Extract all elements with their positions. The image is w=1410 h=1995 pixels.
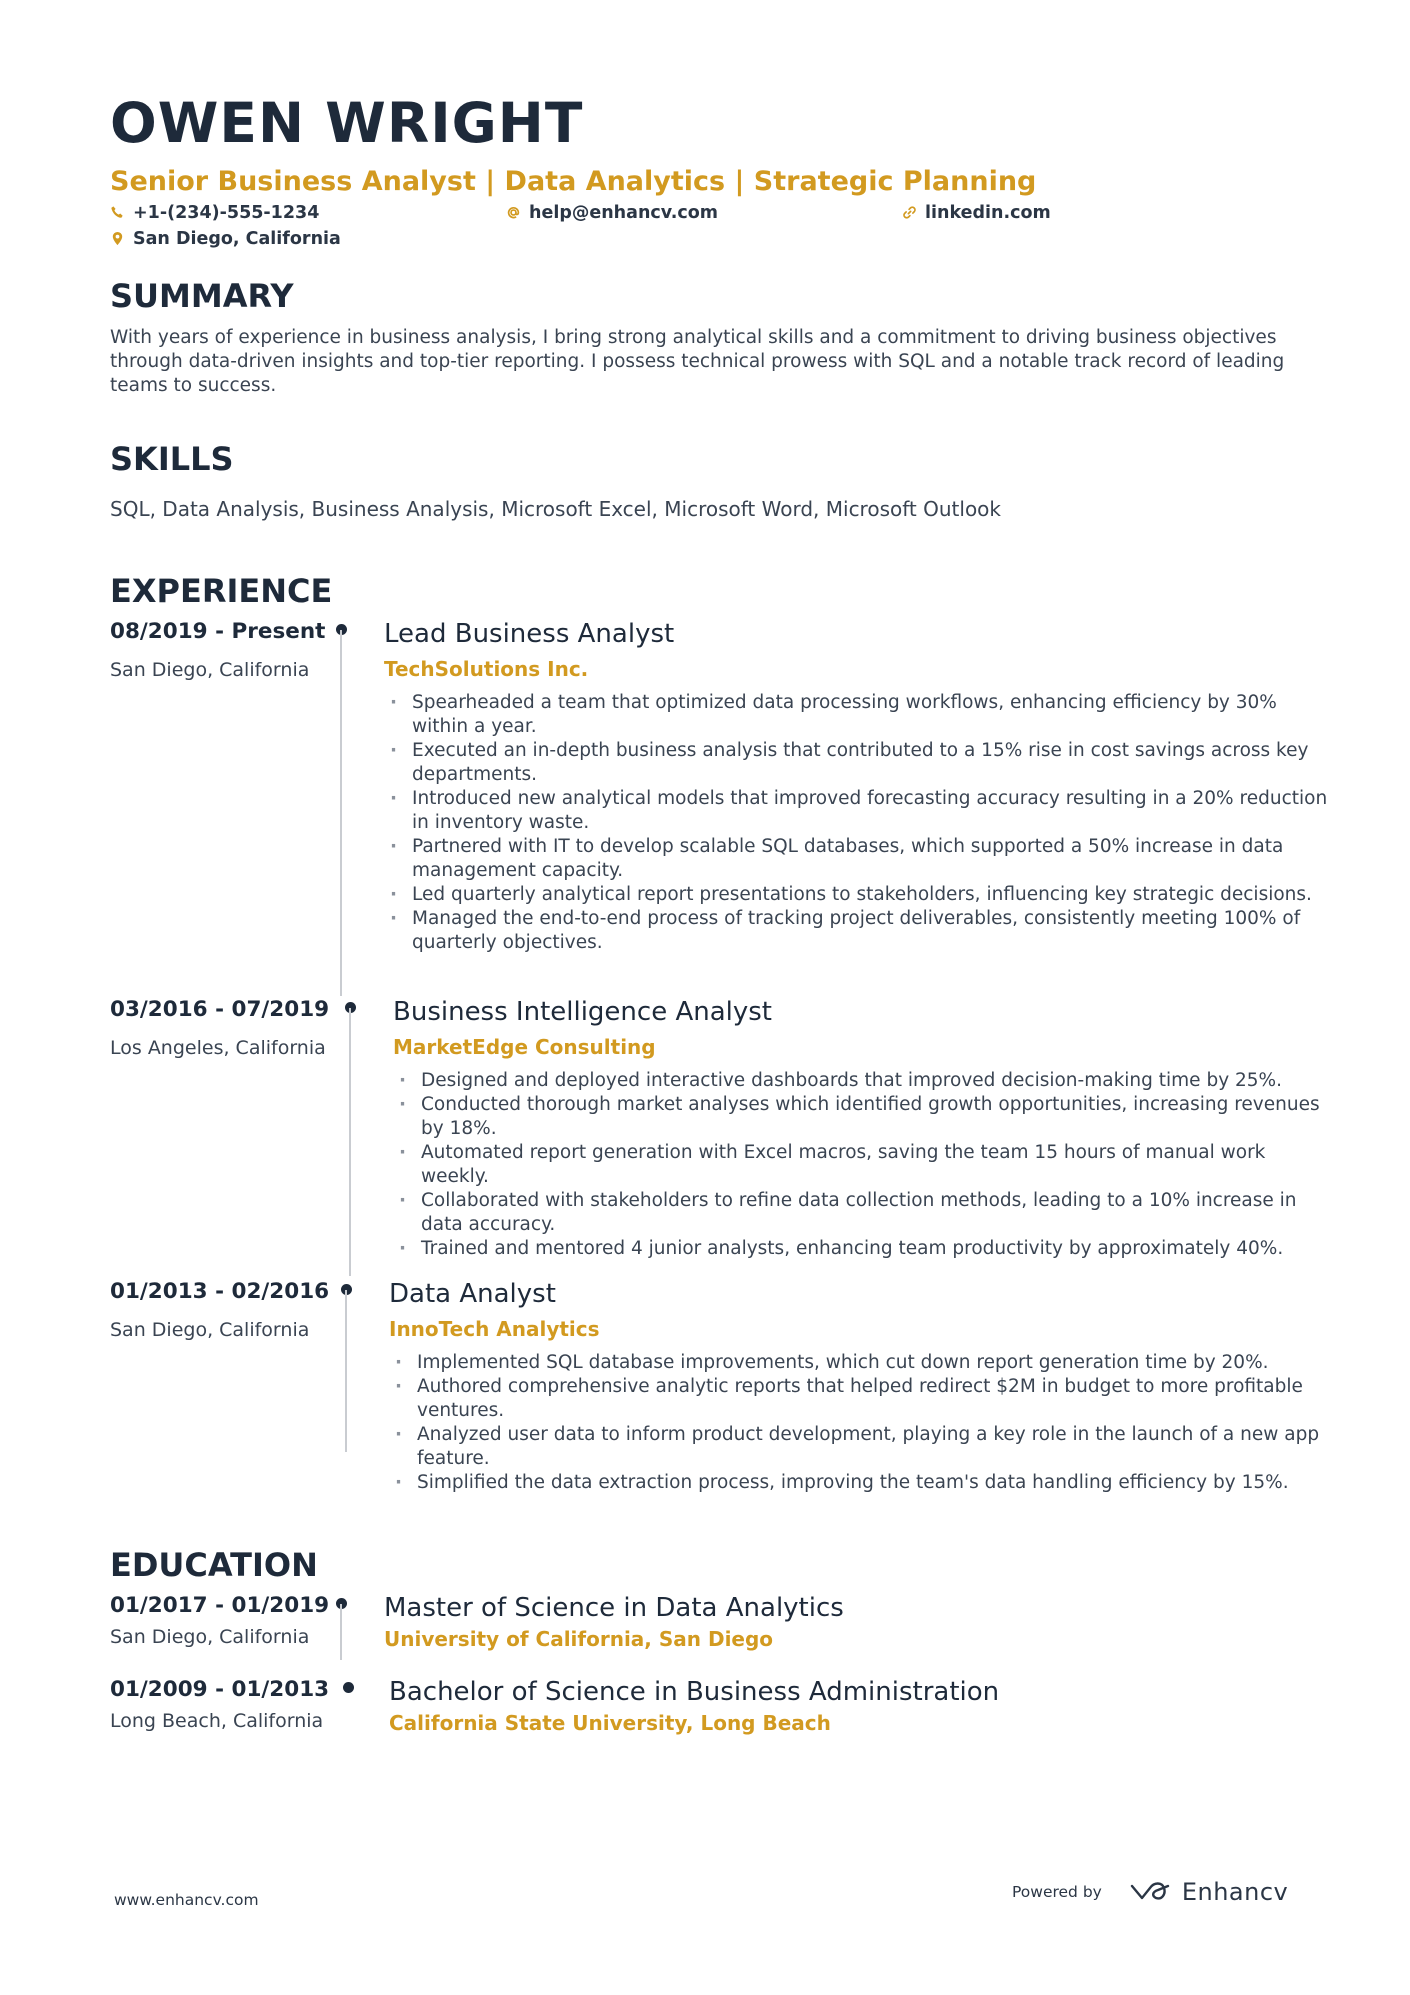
location-pin-icon — [110, 231, 125, 246]
contact-linkedin[interactable] — [902, 203, 1051, 223]
entry-location: San Diego, California — [110, 1318, 310, 1341]
entry-location: San Diego, California — [110, 658, 310, 681]
entry-bullets — [384, 691, 1334, 955]
bullet-item: · Simplified the data extraction process, improving the team's data handling efficiency by 15%. — [389, 1471, 1329, 1495]
entry-company: InnoTech Analytics — [389, 1316, 600, 1341]
bullet-item: · Authored comprehensive analytic reports that helped redirect $2M in budget to more profitable ventures. — [389, 1375, 1329, 1423]
entry-degree: Bachelor of Science in Business Administration — [389, 1677, 1000, 1707]
bullet-item: · Led quarterly analytical report presentations to stakeholders, influencing key strategic decisions. — [384, 883, 1334, 907]
bullet-item: · Designed and deployed interactive dashboards that improved decision-making time by 25%. — [393, 1069, 1333, 1093]
timeline-dot — [343, 1682, 354, 1693]
timeline-line — [340, 630, 342, 996]
footer-website[interactable]: www.enhancv.com — [114, 1891, 259, 1909]
entry-location: San Diego, California — [110, 1625, 310, 1648]
education-section — [110, 1546, 1310, 1584]
entry-bullets — [393, 1069, 1333, 1261]
contact-block — [110, 203, 1310, 255]
brand-name: Enhancv — [1181, 1878, 1289, 1906]
entry-dates: 08/2019 - Present — [110, 619, 326, 644]
candidate-name: OWEN WRIGHT — [110, 91, 584, 155]
entry-location: Long Beach, California — [110, 1709, 324, 1732]
contact-location — [110, 229, 341, 249]
location-text: San Diego, California — [133, 228, 341, 249]
entry-school: University of California, San Diego — [384, 1626, 774, 1651]
powered-by-text: Powered by — [1012, 1883, 1102, 1901]
phone-text: +1-(234)-555-1234 — [133, 202, 320, 223]
entry-dates: 01/2013 - 02/2016 — [110, 1279, 330, 1304]
bullet-item: · Conducted thorough market analyses which identified growth opportunities, increasing revenues by 18%. — [393, 1093, 1333, 1141]
summary-text: With years of experience in business analysis, I bring strong analytical skills and a commitment to driving business objectives through data-driven insights and top-tier reporting. I possess technical prowess with SQL and a notable track record of leading teams to success. — [110, 327, 1285, 396]
email-text: help@enhancv.com — [529, 202, 719, 223]
entry-role: Data Analyst — [389, 1279, 556, 1309]
linkedin-text: linkedin.com — [925, 202, 1051, 223]
summary-heading: SUMMARY — [110, 277, 294, 315]
link-icon — [902, 205, 917, 220]
phone-icon — [110, 205, 125, 220]
bullet-item: · Spearheaded a team that optimized data processing workflows, enhancing efficiency by 30% within a year. — [384, 691, 1334, 739]
entry-location: Los Angeles, California — [110, 1036, 326, 1059]
education-heading: EDUCATION — [110, 1546, 318, 1584]
entry-company: MarketEdge Consulting — [393, 1034, 656, 1059]
timeline-line — [349, 1008, 351, 1276]
entry-dates: 01/2017 - 01/2019 — [110, 1593, 330, 1618]
entry-role: Lead Business Analyst — [384, 619, 675, 649]
enhancv-logo-icon — [1128, 1880, 1174, 1904]
summary-section — [110, 277, 1310, 398]
at-icon — [506, 205, 521, 220]
contact-email[interactable] — [506, 203, 718, 223]
bullet-item: · Executed an in-depth business analysis that contributed to a 15% rise in cost savings across key departments. — [384, 739, 1334, 787]
timeline-line — [345, 1290, 347, 1452]
bullet-item: · Introduced new analytical models that improved forecasting accuracy resulting in a 20% reduction in inventory waste. — [384, 787, 1334, 835]
skills-heading: SKILLS — [110, 440, 234, 478]
skills-section — [110, 440, 1310, 521]
resume-page — [110, 91, 1328, 1735]
entry-role: Business Intelligence Analyst — [393, 997, 773, 1027]
bullet-item: · Partnered with IT to develop scalable SQL databases, which supported a 50% increase in data management capacity. — [384, 835, 1334, 883]
contact-phone[interactable] — [110, 203, 319, 223]
entry-dates: 01/2009 - 01/2013 — [110, 1677, 330, 1702]
entry-degree: Master of Science in Data Analytics — [384, 1593, 844, 1623]
entry-company: TechSolutions Inc. — [384, 656, 589, 681]
experience-heading: EXPERIENCE — [110, 572, 333, 610]
footer-branding — [1012, 1878, 1288, 1906]
bullet-item: · Automated report generation with Excel macros, saving the team 15 hours of manual work weekly. — [393, 1141, 1333, 1189]
entry-bullets — [389, 1351, 1329, 1495]
experience-section — [110, 572, 1310, 610]
timeline-line — [340, 1604, 342, 1660]
bullet-item: · Analyzed user data to inform product development, playing a key role in the launch of a new app feature. — [389, 1423, 1329, 1471]
skills-text: SQL, Data Analysis, Business Analysis, Microsoft Excel, Microsoft Word, Microsoft Outlook — [110, 497, 1001, 521]
bullet-item: · Trained and mentored 4 junior analysts, enhancing team productivity by approximately 40%. — [393, 1237, 1333, 1261]
entry-school: California State University, Long Beach — [389, 1710, 831, 1735]
bullet-item: · Implemented SQL database improvements, which cut down report generation time by 20%. — [389, 1351, 1329, 1375]
bullet-item: · Managed the end-to-end process of tracking project deliverables, consistently meeting 100% of quarterly objectives. — [384, 907, 1334, 955]
entry-dates: 03/2016 - 07/2019 — [110, 997, 330, 1022]
candidate-title: Senior Business Analyst | Data Analytics | Strategic Planning — [110, 166, 1037, 197]
bullet-item: · Collaborated with stakeholders to refine data collection methods, leading to a 10% increase in data accuracy. — [393, 1189, 1333, 1237]
